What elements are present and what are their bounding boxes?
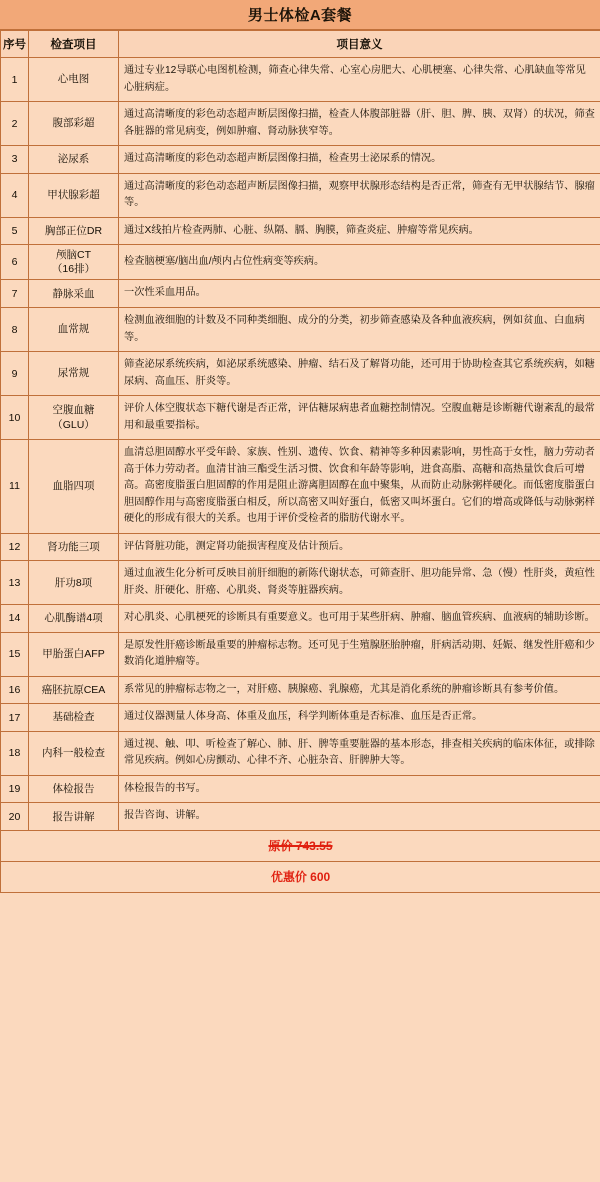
cell-no: 7 <box>1 280 29 308</box>
table-row <box>1 632 600 676</box>
table-row <box>1 605 600 633</box>
table-row <box>1 803 600 831</box>
cell-item-name: 空腹血糖 （GLU） <box>29 396 119 440</box>
table-row <box>1 775 600 803</box>
table-row <box>1 704 600 732</box>
cell-item-name: 甲胎蛋白AFP <box>29 632 119 676</box>
cell-item-name: 基础检查 <box>29 704 119 732</box>
table-row <box>1 352 600 396</box>
table-row <box>1 245 600 280</box>
cell-item-description: 通过血液生化分析可反映目前肝细胞的新陈代谢状态，可筛查肝、胆功能异常、急（慢）性肝炎，黄疸性肝炎、肝硬化、肝癌、心肌炎、肾炎等脏器疾病。 <box>119 561 600 605</box>
cell-no: 3 <box>1 146 29 174</box>
sale-price-cell <box>1 861 600 892</box>
table-row <box>1 173 600 217</box>
cell-no: 6 <box>1 245 29 280</box>
sale-price: 优惠价 600 <box>270 869 331 884</box>
cell-item-name: 血脂四项 <box>29 440 119 534</box>
cell-no: 5 <box>1 217 29 245</box>
cell-no: 9 <box>1 352 29 396</box>
package-title-band <box>0 0 600 30</box>
table-body <box>1 58 600 831</box>
table-row <box>1 396 600 440</box>
cell-item-description: 通过高清晰度的彩色动态超声断层图像扫描，检查人体腹部脏器（肝、胆、脾、胰、双肾）的状况，筛查各脏器的常见病变，例如肿瘤、肾动脉狭窄等。 <box>119 102 600 146</box>
cell-item-description: 筛查泌尿系统疾病，如泌尿系统感染、肿瘤、结石及了解肾功能，还可用于协助检查其它系统疾病，如糖尿病、高血压、肝炎等。 <box>119 352 600 396</box>
table-header-row <box>1 31 600 58</box>
cell-no: 18 <box>1 731 29 775</box>
column-header-no: 序号 <box>1 31 29 58</box>
checkup-items-table <box>0 30 600 893</box>
cell-item-description: 评估肾脏功能，测定肾功能损害程度及估计预后。 <box>119 533 600 561</box>
cell-item-description: 报告咨询、讲解。 <box>119 803 600 831</box>
cell-item-description: 通过专业12导联心电图机检测，筛查心律失常、心室心房肥大、心肌梗塞、心律失常、心肌缺血等常见心脏病症。 <box>119 58 600 102</box>
table-row <box>1 102 600 146</box>
original-price: 原价 743.55 <box>268 838 333 853</box>
cell-item-description: 检测血液细胞的计数及不同种类细胞、成分的分类，初步筛查感染及各种血液疾病，例如贫血、白血病等。 <box>119 307 600 351</box>
cell-item-name: 腹部彩超 <box>29 102 119 146</box>
cell-item-name: 颅脑CT （16排） <box>29 245 119 280</box>
cell-item-name: 内科一般检查 <box>29 731 119 775</box>
column-header-desc: 项目意义 <box>119 31 600 58</box>
cell-item-description: 通过X线拍片检查两肺、心脏、纵隔、膈、胸膜，筛查炎症、肿瘤等常见疾病。 <box>119 217 600 245</box>
table-row <box>1 217 600 245</box>
table-row <box>1 533 600 561</box>
table-row <box>1 561 600 605</box>
cell-no: 2 <box>1 102 29 146</box>
cell-no: 14 <box>1 605 29 633</box>
original-price-row <box>1 830 600 861</box>
cell-no: 19 <box>1 775 29 803</box>
cell-item-name: 肾功能三项 <box>29 533 119 561</box>
cell-item-description: 评价人体空腹状态下糖代谢是否正常，评估糖尿病患者血糖控制情况。空腹血糖是诊断糖代谢紊乱的最常用和最重要指标。 <box>119 396 600 440</box>
cell-item-description: 通过高清晰度的彩色动态超声断层图像扫描，观察甲状腺形态结构是否正常，筛查有无甲状腺结节、腺瘤等。 <box>119 173 600 217</box>
cell-item-description: 通过仪器测量人体身高、体重及血压，科学判断体重是否标准、血压是否正常。 <box>119 704 600 732</box>
cell-item-name: 胸部正位DR <box>29 217 119 245</box>
cell-item-description: 通过高清晰度的彩色动态超声断层图像扫描，检查男士泌尿系的情况。 <box>119 146 600 174</box>
cell-item-description: 一次性采血用品。 <box>119 280 600 308</box>
column-header-item: 检查项目 <box>29 31 119 58</box>
cell-item-name: 血常规 <box>29 307 119 351</box>
cell-item-description: 对心肌炎、心肌梗死的诊断具有重要意义。也可用于某些肝病、肿瘤、脑血管疾病、血液病的辅助诊断。 <box>119 605 600 633</box>
cell-no: 10 <box>1 396 29 440</box>
cell-no: 17 <box>1 704 29 732</box>
sale-price-row <box>1 861 600 892</box>
cell-item-name: 肝功8项 <box>29 561 119 605</box>
table-row <box>1 676 600 704</box>
cell-no: 12 <box>1 533 29 561</box>
cell-no: 1 <box>1 58 29 102</box>
cell-no: 15 <box>1 632 29 676</box>
table-row <box>1 146 600 174</box>
cell-item-description: 系常见的肿瘤标志物之一，对肝癌、胰腺癌、乳腺癌，尤其是消化系统的肿瘤诊断具有参考价值。 <box>119 676 600 704</box>
cell-item-name: 泌尿系 <box>29 146 119 174</box>
cell-item-description: 检查脑梗塞/脑出血/颅内占位性病变等疾病。 <box>119 245 600 280</box>
cell-item-description: 是原发性肝癌诊断最重要的肿瘤标志物。还可见于生殖腺胚胎肿瘤，肝病活动期、妊娠、继发性肝癌和少数消化道肿瘤等。 <box>119 632 600 676</box>
cell-item-name: 心肌酶谱4项 <box>29 605 119 633</box>
cell-item-name: 心电图 <box>29 58 119 102</box>
cell-item-description: 体检报告的书写。 <box>119 775 600 803</box>
cell-item-name: 尿常规 <box>29 352 119 396</box>
cell-item-description: 通过视、触、叩、听检查了解心、肺、肝、脾等重要脏器的基本形态，排查相关疾病的临床体征，或排除常见疾病。例如心房颤动、心律不齐、心脏杂音、肝脾肿大等。 <box>119 731 600 775</box>
cell-no: 8 <box>1 307 29 351</box>
cell-no: 20 <box>1 803 29 831</box>
cell-item-name: 体检报告 <box>29 775 119 803</box>
cell-item-description: 血清总胆固醇水平受年龄、家族、性别、遗传、饮食、精神等多种因素影响，男性高于女性，脑力劳动者高于体力劳动者。血清甘油三酯受生活习惯、饮食和年龄等影响，进食高脂、高糖和高热量饮食后可增高。高密度脂蛋白胆固醇的作用是阻止游离胆固醇在血中聚集，从而防止动脉粥样硬化。而低密度脂蛋白胆固醇作用与高密度脂蛋白相反，所以高密又叫好蛋白，低密又叫坏蛋白。它们的增高或降低与动脉粥样硬化的形成有很大的关系。也用于评价受检者的脂肪代谢水平。 <box>119 440 600 534</box>
table-header <box>1 31 600 58</box>
table-row <box>1 731 600 775</box>
cell-no: 4 <box>1 173 29 217</box>
cell-item-name: 癌胚抗原CEA <box>29 676 119 704</box>
table-row <box>1 280 600 308</box>
original-price-cell <box>1 830 600 861</box>
table-footer <box>1 830 600 892</box>
cell-no: 11 <box>1 440 29 534</box>
cell-item-name: 静脉采血 <box>29 280 119 308</box>
cell-no: 16 <box>1 676 29 704</box>
cell-no: 13 <box>1 561 29 605</box>
table-row <box>1 440 600 534</box>
table-row <box>1 58 600 102</box>
cell-item-name: 报告讲解 <box>29 803 119 831</box>
table-row <box>1 307 600 351</box>
cell-item-name: 甲状腺彩超 <box>29 173 119 217</box>
page-title: 男士体检A套餐 <box>247 7 353 24</box>
